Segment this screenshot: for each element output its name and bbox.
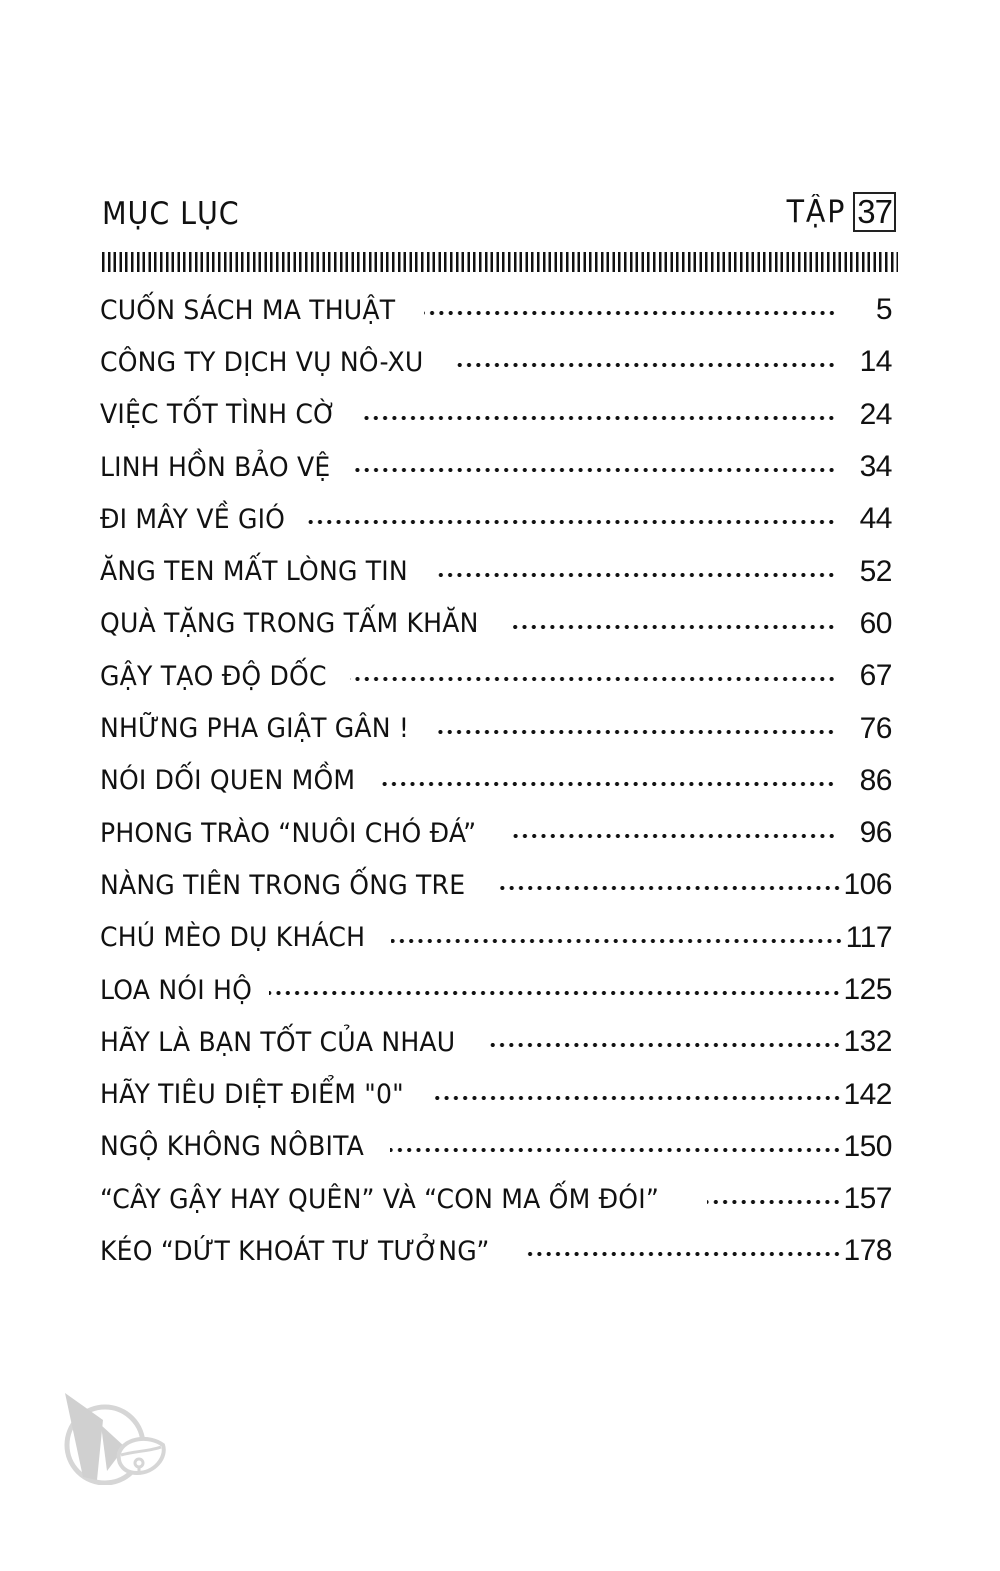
dot-leader [390, 1148, 842, 1152]
toc-entry[interactable] [100, 702, 892, 754]
toc-entry[interactable] [100, 389, 892, 441]
toc-entry-title: “CÂY GẬY HAY QUÊN” VÀ “CON MA ỐM ĐÓI” [100, 1183, 660, 1215]
toc-entry-title: CUỐN SÁCH MA THUẬT [100, 294, 396, 326]
dot-leader [433, 1096, 842, 1100]
dot-leader [305, 520, 836, 524]
toc-entry[interactable] [100, 964, 892, 1016]
volume-indicator [784, 192, 896, 232]
dot-leader [354, 468, 836, 472]
toc-entry-page: 157 [843, 1182, 892, 1216]
toc-entry-page: 106 [843, 868, 892, 902]
toc-entry-title: PHONG TRÀO “NUÔI CHÓ ĐÁ” [100, 817, 477, 849]
toc-entry-page: 76 [859, 711, 892, 745]
volume-label: TẬP [787, 194, 847, 230]
toc-entry-page: 150 [843, 1129, 892, 1163]
publisher-logo-icon [55, 1385, 170, 1485]
dot-leader [269, 991, 841, 995]
toc-entry-page: 5 [875, 293, 892, 327]
dot-leader [525, 1252, 842, 1256]
toc-entry-title: NGỘ KHÔNG NÔBITA [100, 1131, 365, 1163]
toc-entry-page: 34 [859, 450, 892, 484]
toc-header [100, 192, 896, 240]
dot-leader [499, 886, 842, 890]
toc-entry-title: LOA NÓI HỘ [100, 974, 253, 1006]
dot-leader [391, 939, 843, 943]
dot-leader [437, 573, 836, 577]
toc-entry[interactable] [100, 650, 892, 702]
toc-entry-page: 96 [859, 816, 892, 850]
toc-entry-page: 117 [845, 920, 892, 954]
toc-entry-title: CHÚ MÈO DỤ KHÁCH [100, 922, 366, 954]
toc-entry-title: NHỮNG PHA GIẬT GÂN ! [100, 713, 410, 745]
dot-leader [707, 1200, 841, 1204]
toc-entry-title: NÓI DỐI QUEN MỒM [100, 765, 356, 797]
dot-leader [513, 625, 836, 629]
toc-entry[interactable] [100, 1016, 892, 1068]
toc-entry-title: VIỆC TỐT TÌNH CỜ [100, 399, 337, 431]
toc-entry[interactable] [100, 545, 892, 597]
toc-entry[interactable] [100, 336, 892, 388]
toc-entry-page: 14 [859, 345, 892, 379]
toc-entry[interactable] [100, 1173, 892, 1225]
toc-entry-title: NÀNG TIÊN TRONG ỐNG TRE [100, 869, 466, 901]
toc-entry-page: 142 [843, 1077, 892, 1111]
toc-entry-page: 178 [843, 1234, 892, 1268]
volume-number-box: 37 [853, 192, 896, 232]
toc-entry-page: 67 [859, 659, 892, 693]
dot-leader [511, 834, 836, 838]
header-stripe-divider [102, 252, 898, 272]
toc-entry-title: HÃY TIÊU DIỆT ĐIỂM "0" [100, 1079, 404, 1111]
toc-list [100, 284, 892, 1278]
toc-entry[interactable] [100, 859, 892, 911]
page-title: MỤC LỤC [102, 196, 240, 232]
dot-leader [380, 782, 836, 786]
dot-leader [454, 363, 836, 367]
toc-entry[interactable] [100, 755, 892, 807]
dot-leader [424, 311, 837, 315]
toc-page [100, 0, 896, 1571]
toc-entry[interactable] [100, 1068, 892, 1120]
toc-entry-page: 24 [859, 397, 892, 431]
dot-leader [488, 1043, 841, 1047]
toc-entry-page: 52 [859, 554, 892, 588]
toc-entry-title: HÃY LÀ BẠN TỐT CỦA NHAU [100, 1026, 456, 1058]
toc-entry-title: ĂNG TEN MẤT LÒNG TIN [100, 556, 408, 588]
toc-entry[interactable] [100, 1121, 892, 1173]
toc-entry-title: LINH HỒN BẢO VỆ [100, 451, 331, 483]
toc-entry-title: GẬY TẠO ĐỘ DỐC [100, 660, 327, 692]
toc-entry[interactable] [100, 441, 892, 493]
toc-entry-page: 132 [843, 1025, 892, 1059]
toc-entry-title: KÉO “DỨT KHOÁT TƯ TƯỞNG” [100, 1235, 490, 1267]
toc-entry-page: 44 [859, 502, 892, 536]
toc-entry-page: 60 [859, 606, 892, 640]
toc-entry-page: 125 [843, 973, 892, 1006]
toc-entry-title: CÔNG TY DỊCH VỤ NÔ-XU [100, 346, 424, 378]
toc-entry[interactable] [100, 1225, 892, 1277]
toc-entry[interactable] [100, 284, 892, 336]
dot-leader [438, 730, 836, 734]
dot-leader [350, 677, 836, 681]
toc-entry-title: QUÀ TẶNG TRONG TẤM KHĂN [100, 608, 479, 640]
toc-entry-title: ĐI MÂY VỀ GIÓ [100, 503, 286, 535]
toc-entry[interactable] [100, 598, 892, 650]
dot-leader [360, 416, 836, 420]
toc-entry[interactable] [100, 912, 892, 964]
toc-entry-page: 86 [859, 763, 892, 797]
toc-entry[interactable] [100, 807, 892, 859]
toc-entry[interactable] [100, 493, 892, 545]
